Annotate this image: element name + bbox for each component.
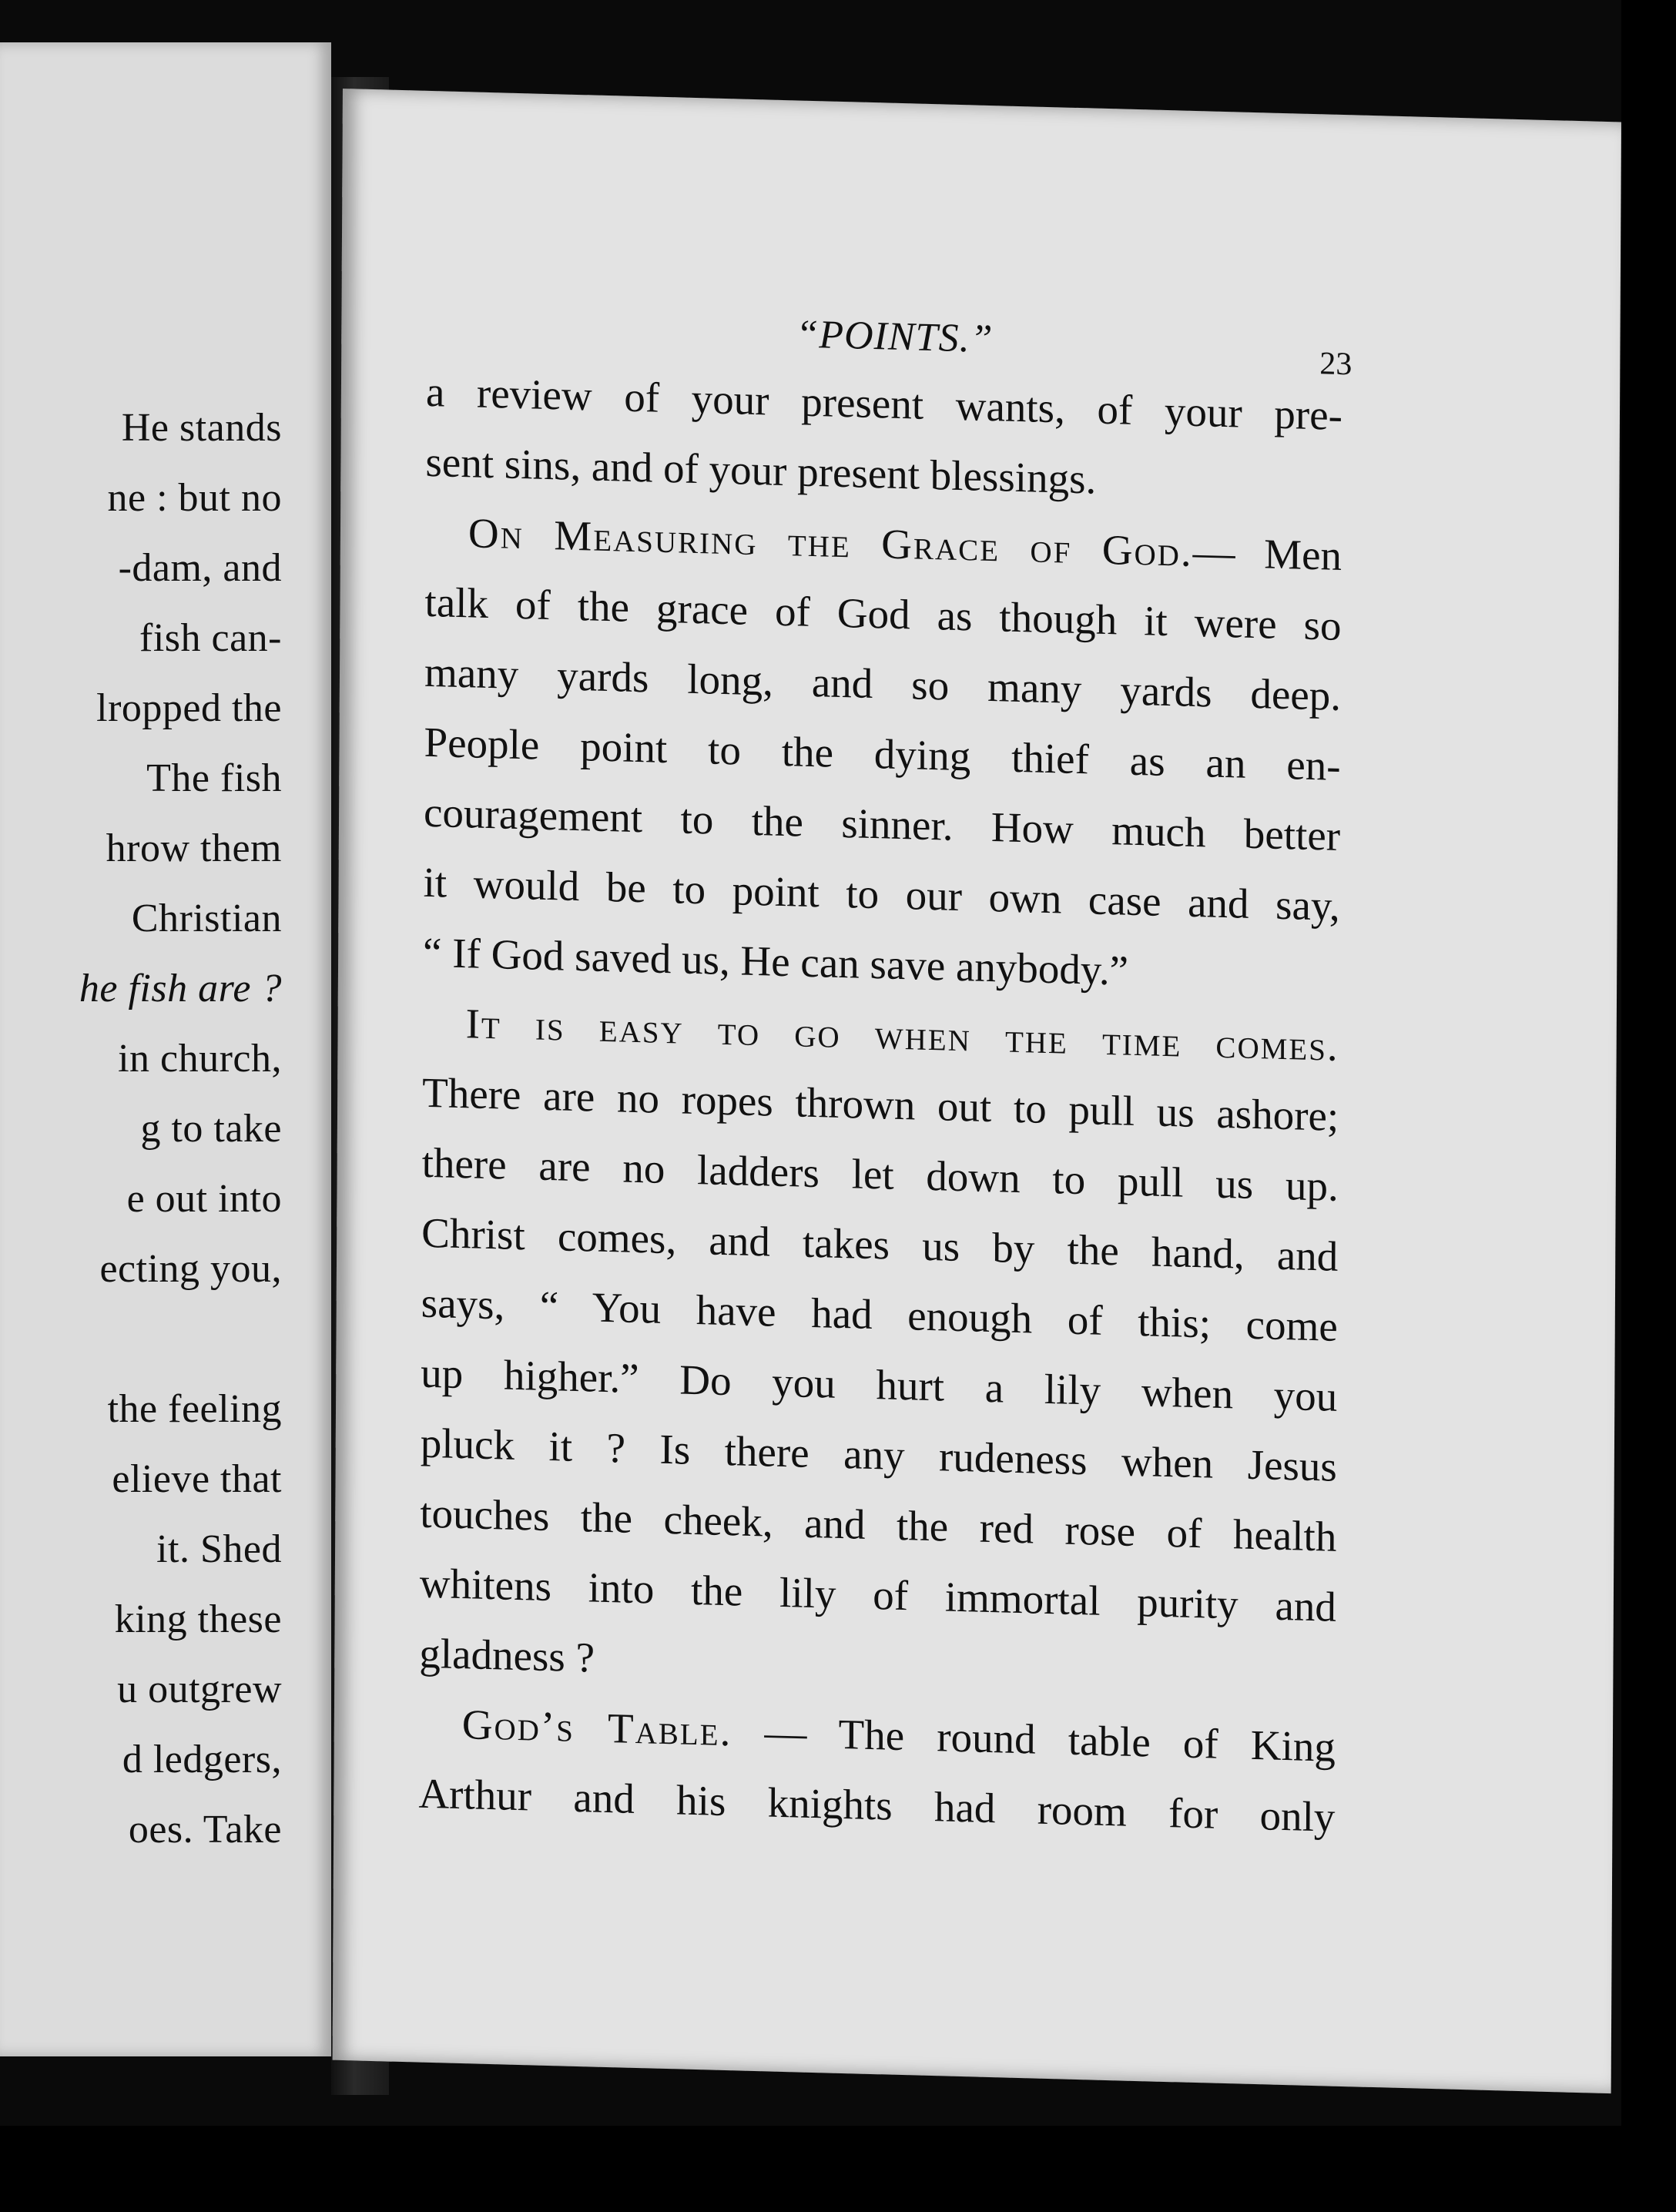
- text-line: talk of the grace of God as though it were so: [424, 578, 1342, 649]
- paragraph: [425, 357, 1342, 521]
- left-line: The fish: [146, 756, 282, 800]
- right-page: [333, 89, 1621, 2093]
- text-line: On Measuring the Grace of God.— Men: [468, 509, 1342, 579]
- left-line: He stands: [121, 406, 282, 450]
- text-line: says, “ You have had enough of this; come: [421, 1279, 1338, 1350]
- scan-border-bottom: [0, 2126, 1676, 2212]
- text-line: touches the cheek, and the red rose of health: [420, 1489, 1337, 1560]
- paragraph: [419, 987, 1339, 1712]
- paragraph: [423, 497, 1342, 1011]
- left-line: fish can-: [139, 616, 282, 660]
- text-line: many yards long, and so many yards deep.: [424, 648, 1342, 719]
- left-line: g to take: [140, 1107, 282, 1151]
- paragraph: [418, 1688, 1336, 1852]
- page-body: [418, 357, 1342, 1852]
- left-line-gap: [79, 1304, 282, 1374]
- left-line: he fish are ?: [79, 967, 282, 1010]
- left-page-text: [79, 393, 282, 1865]
- text-line: There are no ropes thrown out to pull us ashore;: [422, 1068, 1339, 1140]
- left-line: Christian: [131, 897, 282, 940]
- text-line: a review of your present wants, of your pre-: [425, 367, 1343, 439]
- left-line: elieve that: [112, 1457, 282, 1501]
- left-line: lropped the: [96, 686, 282, 730]
- left-line: u outgrew: [117, 1667, 282, 1711]
- text-line: People point to the dying thief as an en-: [424, 718, 1341, 789]
- text-line: pluck it ? Is there any rudeness when Jesus: [420, 1419, 1337, 1490]
- text-line: God’s Table. — The round table of King: [461, 1701, 1336, 1771]
- text-line: it would be to point to our own case and say,: [423, 858, 1340, 930]
- text-line: “ If God saved us, He can save anybody.”: [422, 928, 1129, 994]
- section-heading: God’s Table.: [461, 1701, 732, 1755]
- text-line: up higher.” Do you hurt a lily when you: [421, 1349, 1338, 1420]
- text-line: Arthur and his knights had room for only: [418, 1769, 1336, 1841]
- left-line: the feeling: [107, 1387, 282, 1431]
- left-page: [0, 42, 331, 2056]
- text-line: gladness ?: [419, 1629, 595, 1681]
- scan-border-right: [1621, 0, 1676, 2212]
- left-line: ecting you,: [99, 1247, 282, 1291]
- left-line: it. Shed: [156, 1527, 282, 1571]
- text-line: there are no ladders let down to pull us up.: [421, 1138, 1339, 1210]
- left-line: -dam, and: [118, 546, 282, 590]
- left-line: oes. Take: [128, 1808, 282, 1852]
- text-line: couragement to the sinner. How much better: [423, 788, 1341, 860]
- running-head: “POINTS.”: [796, 312, 994, 362]
- left-line: king these: [114, 1597, 282, 1641]
- text-line: Christ comes, and takes us by the hand, and: [421, 1208, 1339, 1280]
- page-number: 23: [1319, 346, 1353, 383]
- left-line: d ledgers,: [122, 1738, 282, 1781]
- section-heading: On Measuring the Grace of God.: [468, 509, 1193, 575]
- text-line: whitens into the lily of immortal purity and: [419, 1559, 1336, 1631]
- text-line: sent sins, and of your present blessings.: [425, 437, 1097, 503]
- left-line: hrow them: [106, 826, 282, 870]
- left-line: in church,: [118, 1037, 282, 1081]
- left-line: e out into: [126, 1177, 282, 1221]
- section-heading: It is easy to go when the time comes.: [465, 1000, 1339, 1070]
- left-line: ne : but no: [107, 476, 282, 520]
